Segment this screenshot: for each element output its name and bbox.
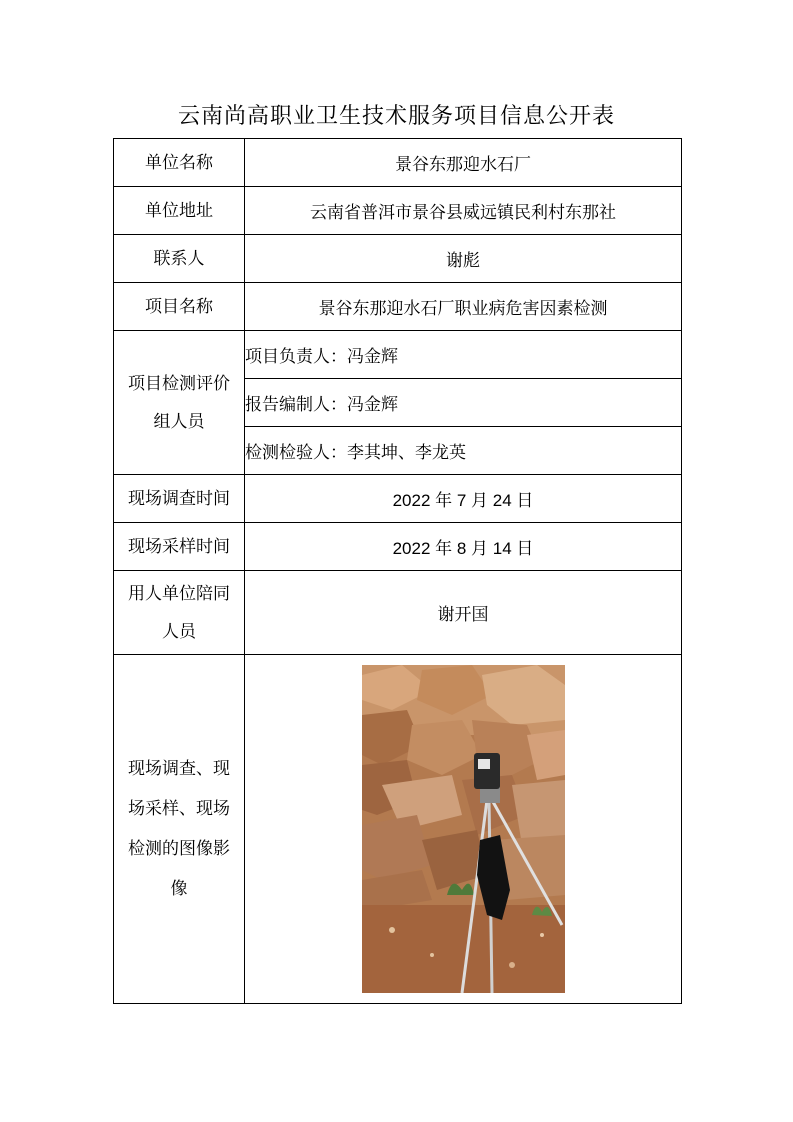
- team-member-writer: 报告编制人：冯金辉: [245, 379, 682, 427]
- table-row: [114, 571, 682, 655]
- site-photo: [362, 665, 565, 993]
- accompany-label: 用人单位陪同人员: [114, 571, 245, 655]
- table-row: [114, 655, 682, 1004]
- sampling-time-label: 现场采样时间: [114, 523, 245, 571]
- page-title: 云南尚高职业卫生技术服务项目信息公开表: [177, 104, 615, 129]
- accompany-value: 谢开国: [245, 571, 682, 655]
- unit-name-value: 景谷东那迎水石厂: [245, 139, 682, 187]
- table-row: [114, 187, 682, 235]
- contact-label: 联系人: [114, 235, 245, 283]
- contact-value: 谢彪: [245, 235, 682, 283]
- images-cell: [245, 655, 682, 1004]
- sampling-time-value: 2022 年 8 月 14 日: [245, 523, 682, 571]
- table-row: [114, 139, 682, 187]
- survey-time-label: 现场调查时间: [114, 475, 245, 523]
- table-row: [114, 283, 682, 331]
- team-member-inspectors: 检测检验人：李其坤、李龙英: [245, 427, 682, 475]
- table-row: [114, 475, 682, 523]
- project-name-value: 景谷东那迎水石厂职业病危害因素检测: [245, 283, 682, 331]
- unit-address-label: 单位地址: [114, 187, 245, 235]
- table-row: [114, 235, 682, 283]
- table-row: [114, 523, 682, 571]
- table-row: [114, 331, 682, 379]
- info-table: [113, 138, 682, 1004]
- unit-address-value: 云南省普洱市景谷县威远镇民利村东那社: [245, 187, 682, 235]
- team-label: 项目检测评价组人员: [114, 331, 245, 475]
- project-name-label: 项目名称: [114, 283, 245, 331]
- survey-time-value: 2022 年 7 月 24 日: [245, 475, 682, 523]
- images-label: 现场调查、现场采样、现场检测的图像影像: [114, 655, 245, 1004]
- unit-name-label: 单位名称: [114, 139, 245, 187]
- team-member-leader: 项目负责人：冯金辉: [245, 331, 682, 379]
